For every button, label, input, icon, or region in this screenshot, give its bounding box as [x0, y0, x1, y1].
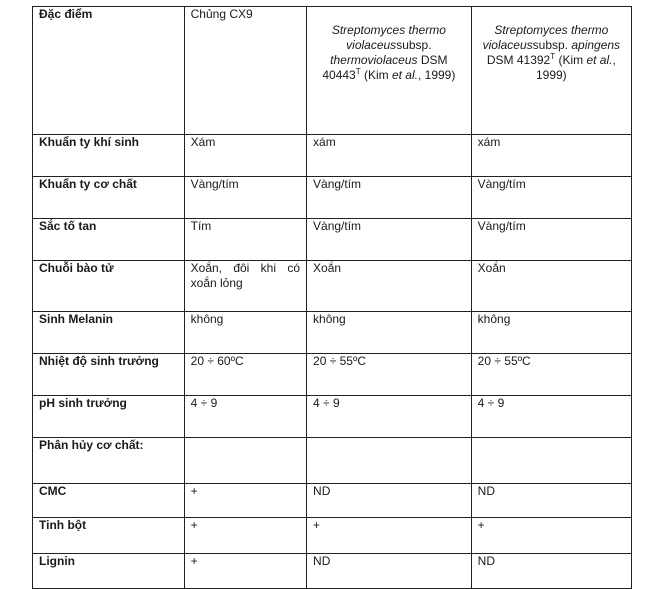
cell-dsm41392: Xoắn: [471, 261, 631, 312]
strain2-name-3: thermoviolaceus: [330, 53, 418, 67]
substrate-label: Tinh bột: [33, 518, 185, 554]
table-row: [33, 354, 632, 396]
cell-cx9: Tím: [184, 219, 306, 261]
row-label: Sinh Melanin: [33, 312, 185, 354]
substrate-header-row: [33, 438, 632, 484]
row-label: Chuỗi bào tử: [33, 261, 185, 312]
cell-dsm41392: +: [471, 518, 631, 554]
cell-empty: [184, 438, 306, 484]
cell-dsm40443: Vàng/tím: [307, 177, 472, 219]
cell-dsm41392: không: [471, 312, 631, 354]
strain3-name-3: apingens: [571, 38, 621, 52]
cell-cx9: +: [184, 554, 306, 589]
cell-cx9: [184, 261, 306, 312]
cell-dsm40443: +: [307, 518, 472, 554]
strain3-dsm: DSM 41392: [486, 53, 551, 67]
substrate-label: Lignin: [33, 554, 185, 589]
substrate-row: [33, 518, 632, 554]
cell-cx9: Xám: [184, 135, 306, 177]
substrate-row: [33, 554, 632, 589]
comparison-table: [32, 6, 632, 589]
strain3-ref-open: (Kim: [558, 53, 584, 67]
cell-cx9-line-2: xoắn lỏng: [190, 276, 243, 290]
header-feature: Đặc điểm: [33, 7, 185, 135]
cell-dsm40443: 4 ÷ 9: [307, 396, 472, 438]
strain2-dsm: DSM: [420, 53, 448, 67]
cell-dsm41392: 4 ÷ 9: [471, 396, 631, 438]
cell-dsm40443: 20 ÷ 55ºC: [307, 354, 472, 396]
cell-dsm40443: xám: [307, 135, 472, 177]
row-label: Khuẩn ty khí sinh: [33, 135, 185, 177]
substrate-row: [33, 484, 632, 518]
strain3-name-1: Streptomyces thermo: [494, 23, 609, 37]
header-strain-dsm41392: [471, 7, 631, 135]
header-strain-cx9: Chủng CX9: [184, 7, 306, 135]
strain2-name-1: Streptomyces thermo: [331, 23, 446, 37]
row-label: Khuẩn ty cơ chất: [33, 177, 185, 219]
cell-cx9: +: [184, 484, 306, 518]
cell-dsm40443: ND: [307, 554, 472, 589]
strain3-ref-close: , 1999): [535, 53, 616, 82]
cell-dsm41392: Vàng/tím: [471, 219, 631, 261]
cell-dsm41392: xám: [471, 135, 631, 177]
strain3-etal: et al.: [586, 53, 613, 67]
strain2-name-2: violaceus: [346, 38, 397, 52]
row-label: Sắc tố tan: [33, 219, 185, 261]
strain3-subsp: subsp.: [532, 38, 568, 52]
cell-cx9: Vàng/tím: [184, 177, 306, 219]
strain2-sup: T: [355, 67, 361, 76]
cell-dsm41392: Vàng/tím: [471, 177, 631, 219]
cell-dsm40443: không: [307, 312, 472, 354]
cell-dsm40443: Xoắn: [307, 261, 472, 312]
table-row: [33, 219, 632, 261]
strain2-subsp: subsp.: [396, 38, 432, 52]
substrate-label: CMC: [33, 484, 185, 518]
table-row: [33, 312, 632, 354]
strain2-num: 40443: [322, 68, 356, 82]
cell-dsm41392: ND: [471, 484, 631, 518]
cell-cx9-line-1: Xoắn, đôi khi có: [190, 261, 301, 275]
row-label: pH sinh trưởng: [33, 396, 185, 438]
substrate-header: Phân hủy cơ chất:: [33, 438, 185, 484]
cell-dsm41392: 20 ÷ 55ºC: [471, 354, 631, 396]
cell-cx9: 4 ÷ 9: [184, 396, 306, 438]
row-label: Nhiệt độ sinh trưởng: [33, 354, 185, 396]
cell-dsm41392: ND: [471, 554, 631, 589]
table-row: [33, 177, 632, 219]
cell-empty: [471, 438, 631, 484]
strain3-sup: T: [550, 52, 556, 61]
table-row: [33, 135, 632, 177]
strain3-name-2: violaceus: [482, 38, 533, 52]
table-row: [33, 261, 632, 312]
header-strain-dsm40443: [307, 7, 472, 135]
strain2-etal: et al.: [391, 68, 418, 82]
strain2-ref-close: , 1999): [417, 68, 456, 82]
cell-cx9: 20 ÷ 60ºC: [184, 354, 306, 396]
cell-empty: [307, 438, 472, 484]
cell-dsm40443: Vàng/tím: [307, 219, 472, 261]
table-header-row: [33, 7, 632, 135]
cell-cx9: không: [184, 312, 306, 354]
cell-dsm40443: ND: [307, 484, 472, 518]
cell-cx9: +: [184, 518, 306, 554]
table-row: [33, 396, 632, 438]
strain2-ref-open: (Kim: [363, 68, 389, 82]
